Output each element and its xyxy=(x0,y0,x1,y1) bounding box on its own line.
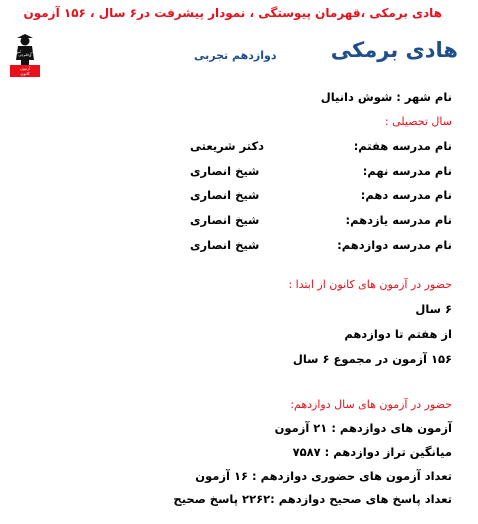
logo-text-2: کانون xyxy=(20,71,30,76)
school-value: دکتر شریعتی xyxy=(190,139,265,153)
attendance-years: ۶ سال xyxy=(415,302,452,316)
grade12-heading: حضور در آزمون های سال دوازدهم: xyxy=(290,398,452,411)
logo-text-1: آزمون xyxy=(19,66,31,71)
attendance-range: از هفتم تا دوازدهم xyxy=(344,327,452,341)
school-value: شیخ انصاری xyxy=(190,213,260,227)
field-of-study: دوازدهم تجربی xyxy=(194,49,277,62)
school-value: شیخ انصاری xyxy=(190,164,260,178)
school-row xyxy=(190,213,452,229)
school-label: نام مدرسه هفتم: xyxy=(353,139,452,153)
school-row xyxy=(190,238,452,254)
school-label: نام مدرسه دوازدهم: xyxy=(337,238,452,252)
grade12-attended: تعداد آزمون های حضوری دوازدهم : ۱۶ آزمون xyxy=(195,469,452,483)
kanoon-logo-icon xyxy=(8,34,42,78)
school-row xyxy=(190,139,452,155)
logo-text-4: قلم‌چی xyxy=(30,50,39,54)
school-label: نام مدرسه نهم: xyxy=(362,164,452,178)
school-value: شیخ انصاری xyxy=(190,188,260,202)
attendance-heading: حضور در آزمون های کانون از ابتدا : xyxy=(288,278,452,291)
school-row xyxy=(190,164,452,180)
city-line: نام شهر : شوش دانیال xyxy=(320,90,452,104)
student-name: هادی برمکی xyxy=(330,38,458,62)
grade12-exams: آزمون های دوازدهم : ۲۱ آزمون xyxy=(274,421,452,435)
logo-text-0: ق‌قلم‌چی xyxy=(18,53,32,57)
school-row xyxy=(190,188,452,204)
school-label: نام مدرسه یازدهم: xyxy=(345,213,452,227)
grade12-correct: تعداد پاسخ های صحیح دوازدهم :۲۲۶۲ پاسخ صحیح xyxy=(173,492,452,506)
grade12-avg-score: میانگین تراز دوازدهم : ۷۵۸۷ xyxy=(292,445,452,459)
page-header: هادی برمکی ،قهرمان پیوستگی ، نمودار پیشرفت در۶ سال ، ۱۵۶ آزمون xyxy=(23,6,442,20)
logo-text-3: آموزش xyxy=(12,50,22,54)
education-heading: سال تحصیلی : xyxy=(384,115,452,128)
school-label: نام مدرسه دهم: xyxy=(360,188,452,202)
school-value: شیخ انصاری xyxy=(190,238,260,252)
attendance-total: ۱۵۶ آزمون در مجموع ۶ سال xyxy=(292,352,452,366)
